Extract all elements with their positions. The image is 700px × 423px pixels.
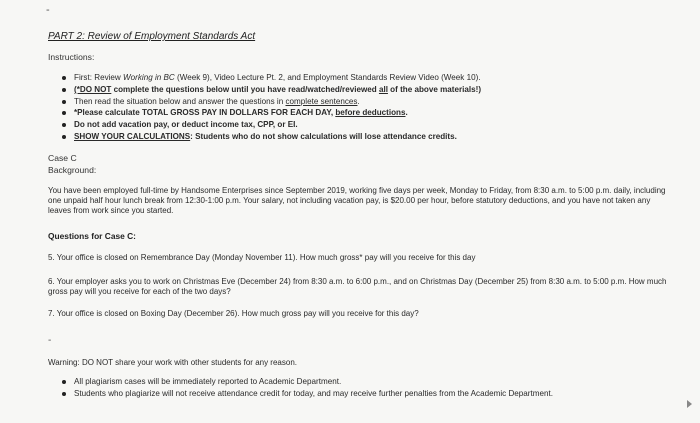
instruction-text: SHOW YOUR CALCULATIONS [74,131,191,141]
instruction-text: all [378,84,388,94]
instruction-item [74,131,688,143]
instruction-item [74,96,688,108]
warning-bullet: Students who plagiarize will not receive attendance credit for today, and may receive further penalties from the Academic Department. [74,388,688,400]
question-6 [48,277,688,297]
warning-list [48,376,688,400]
background-line-2: one unpaid half hour lunch break from 12:30-1:00 p.m. Your salary, not including vacation pay, is $20.00 per hour, before statutory deductions, and you have not taken any [48,195,651,205]
instruction-text: before deductions [335,108,406,118]
instruction-item [74,107,688,119]
instruction-text: Do not add vacation pay, or deduct income tax, CPP, or EI. [74,120,298,130]
top-marker: - [46,4,50,16]
instruction-text: Working in BC [123,73,175,82]
instruction-text: complete the questions below until you have read/watched/reviewed [111,84,379,94]
instruction-text: First: Review [74,73,124,82]
instruction-item [74,72,688,84]
document-content [48,30,688,400]
instruction-text: (Week 9), Video Lecture Pt. 2, and Employment Standards Review Video (Week 10). [174,73,481,82]
question-6-line-2: gross pay will you receive for each of the two days? [48,286,231,296]
instruction-text: *Please calculate TOTAL GROSS PAY IN DOLLARS FOR EACH DAY, [74,108,336,118]
background-line-1: You have been employed full-time by Handsome Enterprises since September 2019, working five days per week, Monday to Friday, from 8:30 a.m. to 5:00 p.m. daily, including [48,185,666,195]
mid-marker: - [48,335,52,347]
instruction-text: . [357,96,360,106]
instruction-item [74,119,688,131]
case-label: Case C [48,152,77,163]
instruction-text: complete sentences [285,96,358,106]
questions-heading: Questions for Case C: [48,231,136,242]
instruction-item [74,84,688,96]
instruction-text: : Students who do not show calculations will lose attendance credits. [190,131,457,141]
question-6-line-1: 6. Your employer asks you to work on Christmas Eve (December 24) from 8:30 a.m. to 6:00 p.m., and on Christmas Day (December 25) from 8:30 a.m. to 5:00 p.m. How much [48,276,667,286]
warning-bullet: All plagiarism cases will be immediately reported to Academic Department. [74,376,688,388]
background-paragraph [48,186,688,217]
instructions-list [48,72,688,143]
section-title: PART 2: Review of Employment Standards Act [48,31,256,42]
warning-text: Warning: DO NOT share your work with other students for any reason. [48,358,297,368]
instruction-text: . [405,108,408,118]
background-label: Background: [48,164,97,175]
instruction-text: of the above materials!) [387,84,482,94]
instruction-text: Then read the situation below and answer the questions in [74,96,286,106]
question-5: 5. Your office is closed on Remembrance Day (Monday November 11). How much gross* pay will you receive for this day [48,253,476,263]
instructions-label: Instructions: [48,52,95,62]
background-line-3: leaves from work since you started. [48,206,174,216]
instruction-text: (*DO NOT [74,84,112,94]
question-7: 7. Your office is closed on Boxing Day (December 26). How much gross pay will you receive for this day? [48,309,419,318]
scroll-right-arrow-icon[interactable] [687,400,692,408]
